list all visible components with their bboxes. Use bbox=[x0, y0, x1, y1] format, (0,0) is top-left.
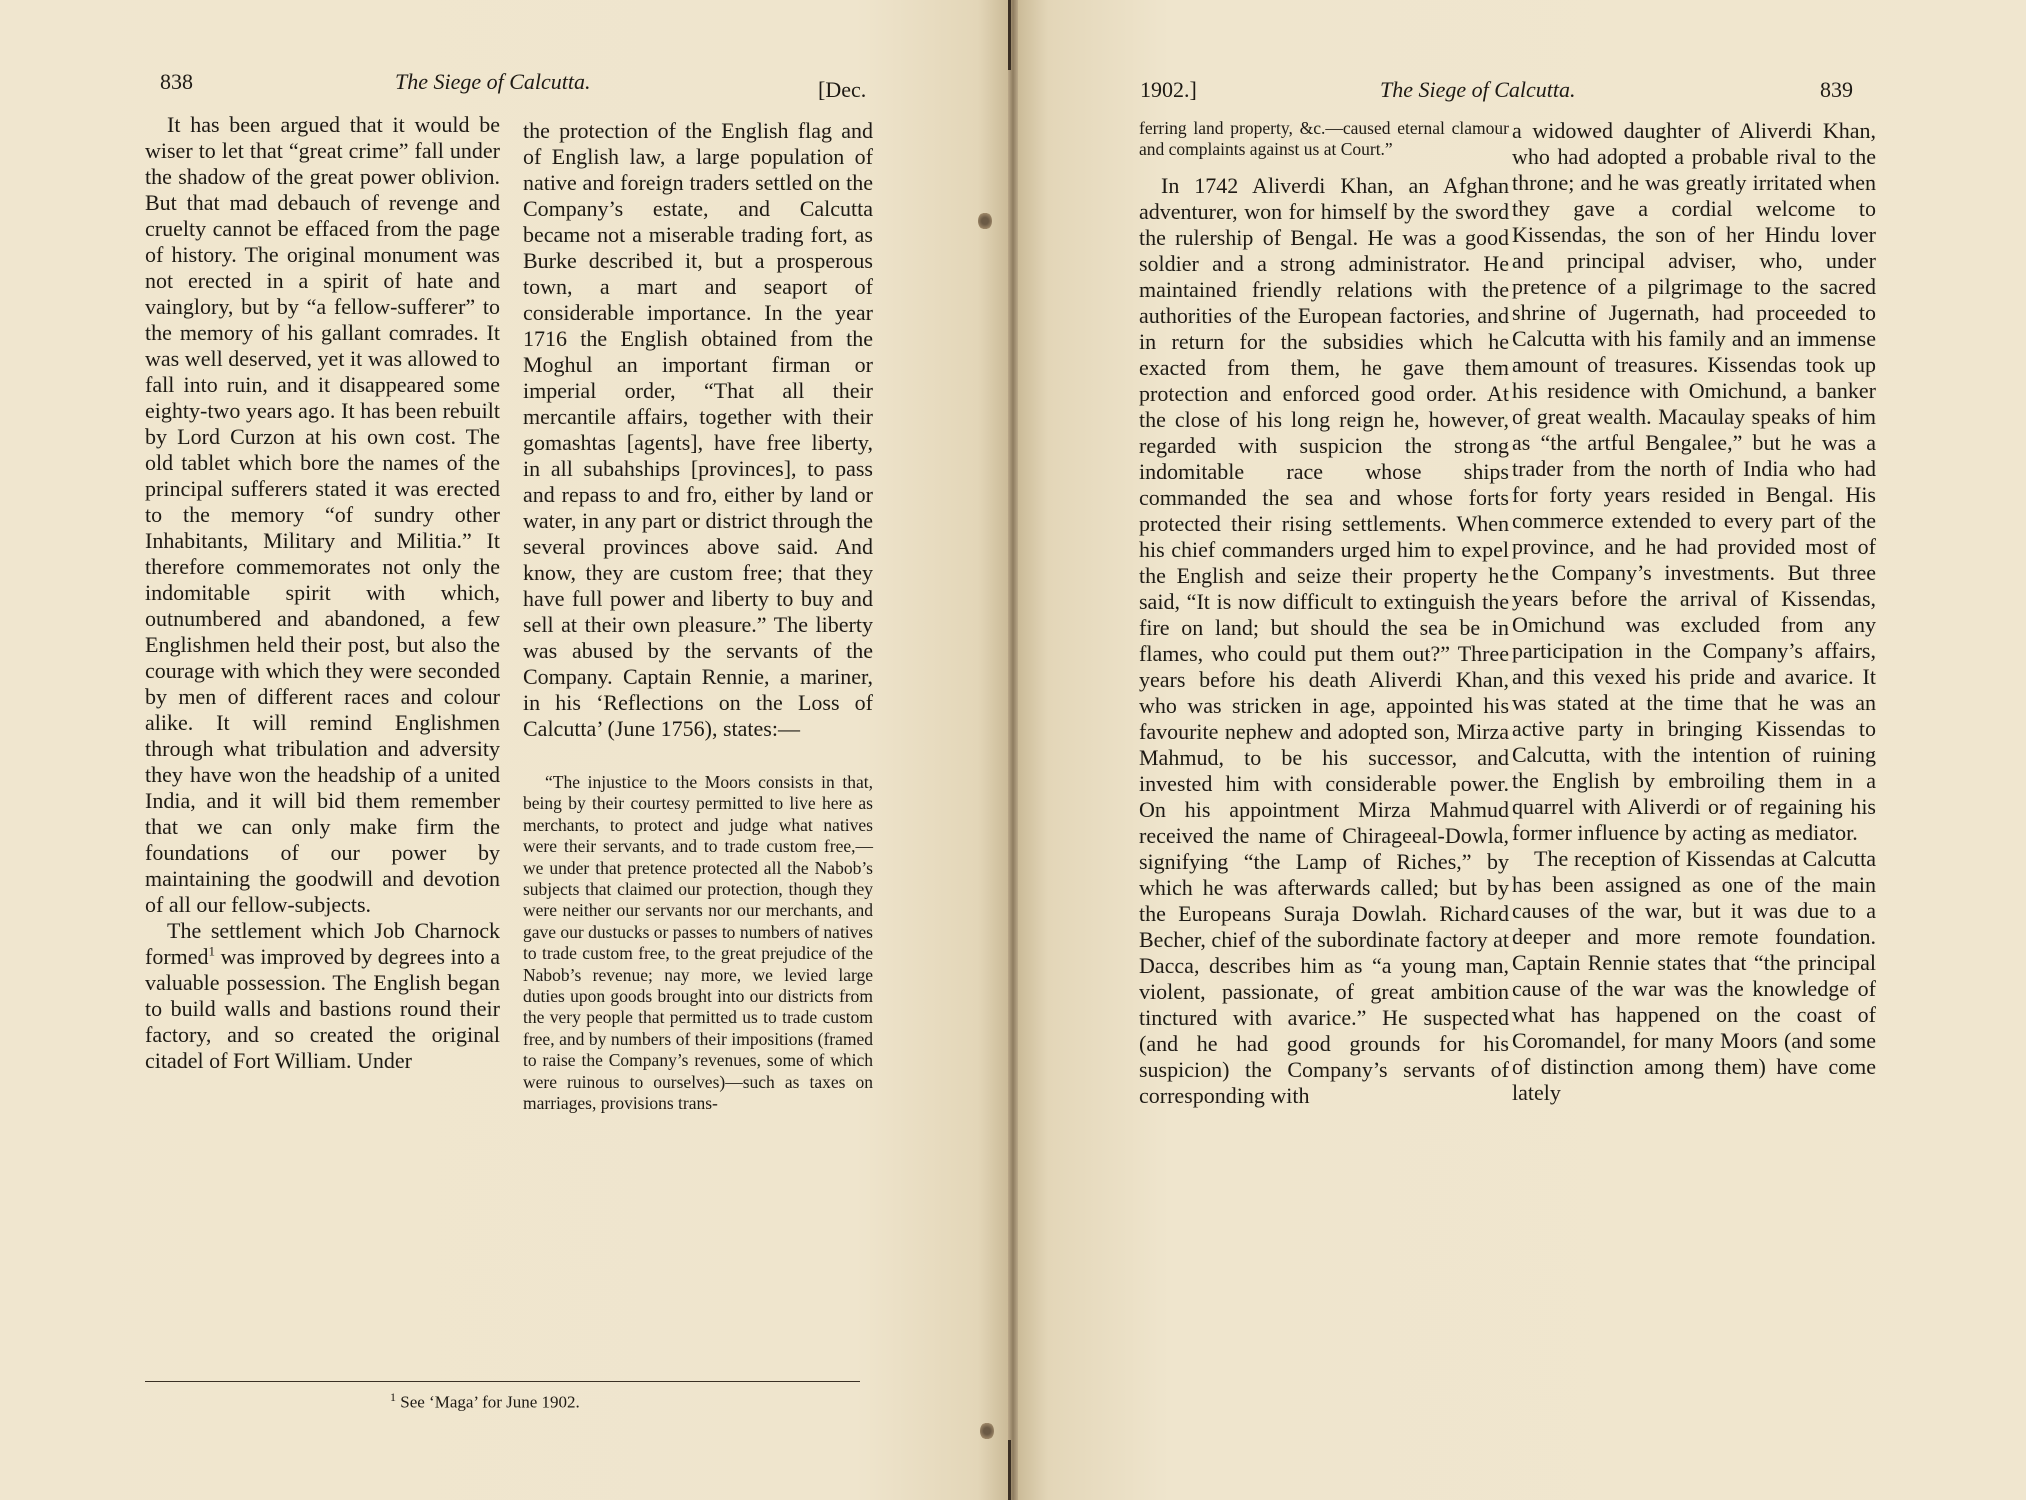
page-number: 839 bbox=[1820, 77, 1853, 102]
footnote: $^1$ See ‘Maga’ for June 1902. bbox=[390, 1390, 580, 1412]
paragraph: In 1742 Aliverdi Khan, an Afghan adventurer, won for himself by the sword the rulership of Bengal. He was a good soldier and a strong administrator. He maintained friendly relations with the authorities of the European factories, and in return for the subsidies which he exacted from them, he gave them protection and enforced good order. At the close of his long reign he, however, regarded with suspicion the strong indomitable race whose ships commanded the sea and whose forts protected their rising settlements. When his chief commanders urged him to expel the English and seize their property he said, “It is now difficult to extinguish the fire on land; but should the sea be in flames, who could put them out?” Three years before his death Aliverdi Khan, who was stricken in age, appointed his favourite nephew and adopted son, Mirza Mahmud, to be his successor, and invested him with considerable power. On his appointment Mirza Mahmud received the name of Chirageeal-Dowla, signifying “the Lamp of Riches,” by which he was afterwards called; but by the Europeans Suraja Dowlah. Richard Becher, chief of the subordinate factory at Dacca, describes him as “a young man, violent, passionate, of great ambition tinctured with avarice.” He suspected (and he had good grounds for his suspicion) the Company’s servants of corresponding with bbox=[1139, 172, 1509, 1108]
running-title: The Siege of Calcutta. bbox=[1380, 77, 1576, 102]
right-page bbox=[1018, 0, 2026, 1500]
left-column-2 bbox=[523, 118, 873, 1115]
paragraph: The settlement which Job Charnock formed$^1$ was improved by degrees into a valuable possession. The English began to build walls and bastions round their factory, and so created the original citadel of Fort William. Under bbox=[145, 918, 500, 1073]
binding-stitch bbox=[978, 212, 992, 230]
page-number: 838 bbox=[160, 69, 193, 94]
left-column-1 bbox=[145, 112, 500, 1074]
block-quote: “The injustice to the Moors consists in that, being by their courtesy permitted to live here as merchants, to protect and judge what natives were their servants, and to trade custom free,—we under that pretence protected all the Nabob’s subjects that claimed our protection, though they were neither our servants nor our merchants, and gave our dustucks or passes to numbers of natives to trade custom free, to the great prejudice of the Nabob’s revenue; nay more, we levied large duties upon goods brought into our districts from the very people that permitted us to trade custom free, and by numbers of their impositions (framed to raise the Company’s revenues, some of which were ruinous to ourselves)—such as taxes on marriages, provisions trans- bbox=[523, 772, 873, 1114]
binding-thread-top bbox=[1008, 0, 1011, 70]
block-quote-continued: ferring land property, &c.—caused eternal clamour and complaints against us at Court.” bbox=[1139, 118, 1509, 160]
binding-thread-bottom bbox=[1008, 1440, 1011, 1500]
footnote-rule bbox=[145, 1381, 860, 1382]
running-date: 1902.] bbox=[1140, 77, 1197, 102]
paragraph: a widowed daughter of Aliverdi Khan, who had adopted a probable rival to the throne; and he was greatly irritated when they gave a cordial welcome to Kissendas, the son of her Hindu lover and principal adviser, who, under pretence of a pilgrimage to the sacred shrine of Jugernath, had proceeded to Calcutta with his family and an immense amount of treasures. Kissendas took up his residence with Omichund, a banker of great wealth. Macaulay speaks of him as “the artful Bengalee,” but he was a trader from the north of India who had for forty years resided in Bengal. His commerce extended to every part of the province, and he had provided most of the Company’s investments. But three years before the arrival of Kissendas, Omichund was excluded from any participation in the Company’s affairs, and this vexed his pride and avarice. It was stated at the time that he was an active party in bringing Kissendas to Calcutta, with the intention of ruining the English by embroiling them in a quarrel with Aliverdi or of regaining his former influence by acting as mediator. bbox=[1512, 118, 1876, 845]
paragraph: It has been argued that it would be wiser to let that “great crime” fall under the shadow of the great power oblivion. But that mad debauch of revenge and cruelty cannot be effaced from the page of history. The original monument was not erected in a spirit of hate and vainglory, but by “a fellow-sufferer” to the memory of his gallant comrades. It was well deserved, yet it was allowed to fall into ruin, and it disappeared some eighty-two years ago. It has been rebuilt by Lord Curzon at his own cost. The old tablet which bore the names of the principal sufferers stated it was erected to the memory “of sundry other Inhabitants, Military and Militia.” It therefore commemorates not only the indomitable spirit with which, outnumbered and abandoned, a few Englishmen held their post, but also the courage with which they were seconded by men of different races and colour alike. It will remind Englishmen through what tribulation and adversity they have won the headship of a united India, and it will bid them remember that we can only make firm the foundations of our power by maintaining the goodwill and devotion of all our fellow-subjects. bbox=[145, 112, 500, 917]
gutter bbox=[1008, 0, 1018, 1500]
footnote-marker: 1 bbox=[208, 943, 216, 959]
binding-stitch bbox=[980, 1422, 994, 1440]
running-title: The Siege of Calcutta. bbox=[395, 69, 591, 94]
left-page bbox=[0, 0, 1008, 1500]
paragraph: The reception of Kissendas at Calcutta has been assigned as one of the main causes of the war, but it was due to a deeper and more remote foundation. Captain Rennie states that “the principal cause of the war was the knowledge of what has happened on the coast of Coromandel, for many Moors (and some of distinction among them) have come lately bbox=[1512, 846, 1876, 1105]
paragraph: the protection of the English flag and of English law, a large population of native and foreign traders settled on the Company’s estate, and Calcutta became not a miserable trading fort, as Burke described it, but a prosperous town, a mart and seaport of considerable importance. In the year 1716 the English obtained from the Moghul an important firman or imperial order, “That all their mercantile affairs, together with their gomashtas [agents], have free liberty, in all subahships [provinces], to pass and repass to and fro, either by land or water, in any part or district through the several provinces above said. And know, they are custom free; that they have full power and liberty to buy and sell at their own pleasure.” The liberty was abused by the servants of the Company. Captain Rennie, a mariner, in his ‘Reflections on the Loss of Calcutta’ (June 1756), states:— bbox=[523, 118, 873, 741]
running-date: [Dec. bbox=[818, 77, 867, 102]
right-column-2 bbox=[1512, 118, 1876, 1106]
right-column-1 bbox=[1139, 118, 1509, 1109]
